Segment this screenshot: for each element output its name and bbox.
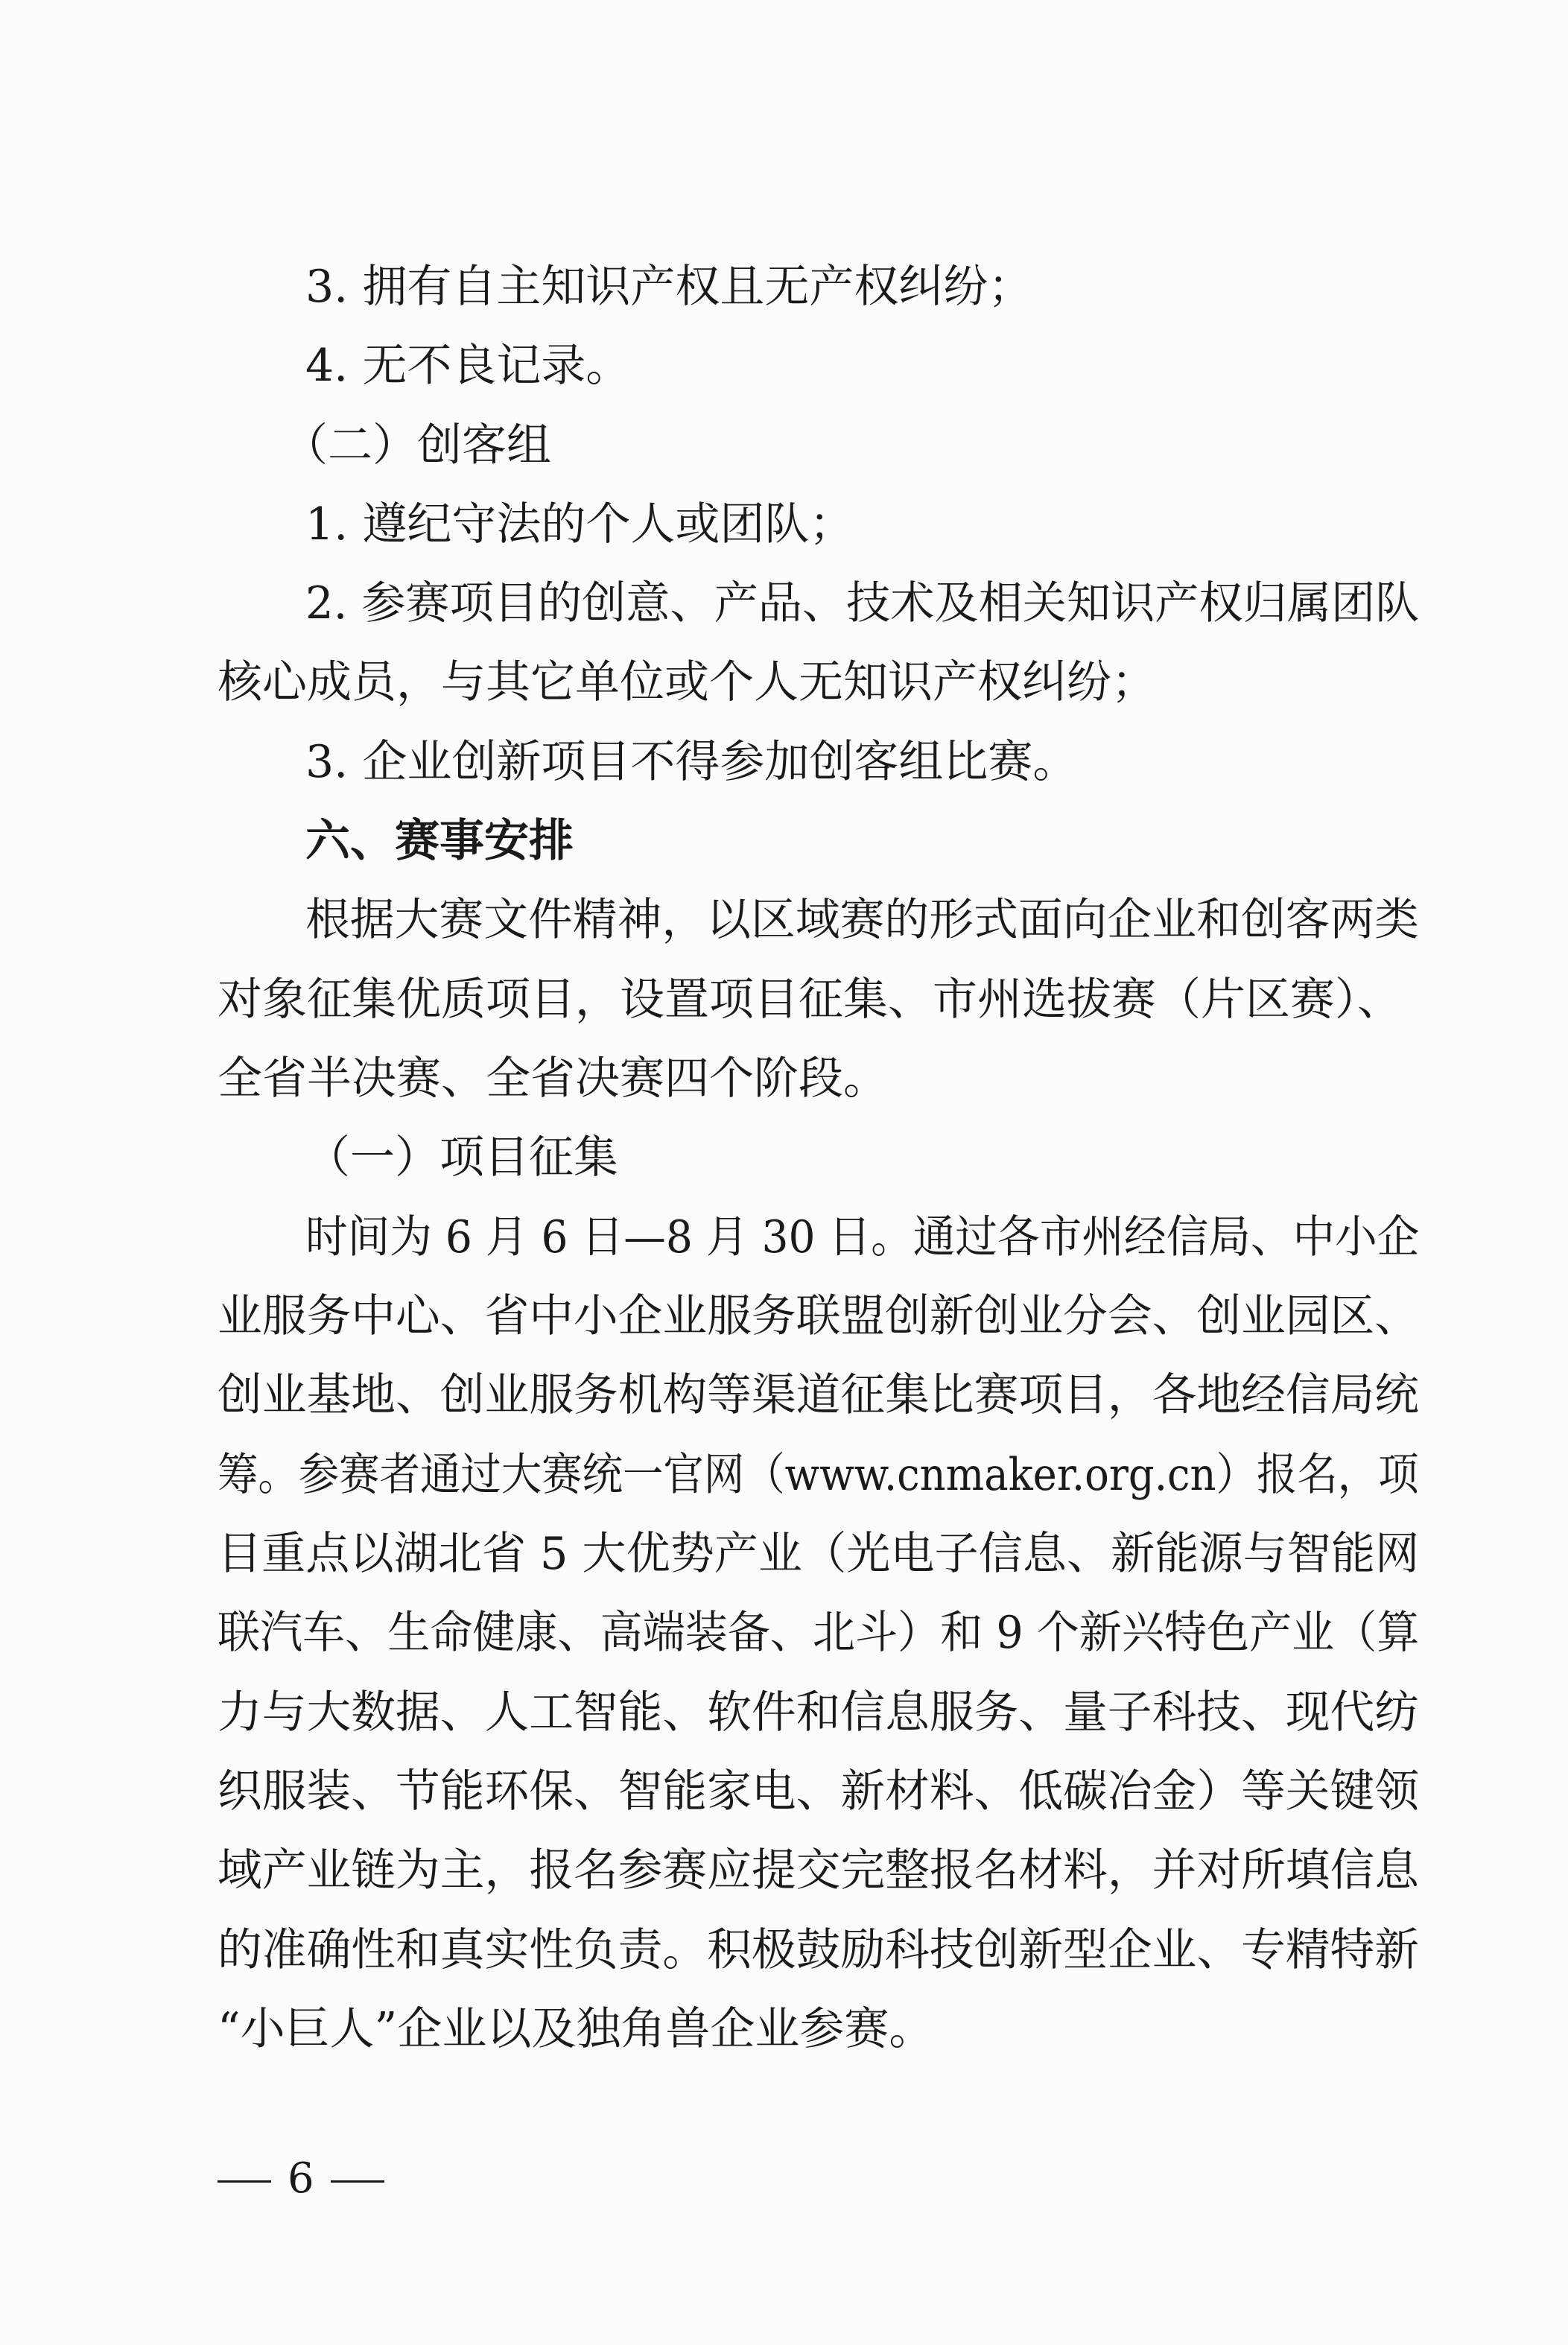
paragraph-line: 全省半决赛、全省决赛四个阶段。 (218, 1053, 888, 1105)
page-number-value: 6 (288, 2154, 314, 2203)
section-heading: （二）创客组 (283, 419, 551, 472)
page-number-dash-right (331, 2180, 384, 2183)
paragraph-line: 2. 参赛项目的创意、产品、技术及相关知识产权归属团队 (305, 577, 1420, 629)
paragraph-line: “小巨人”企业以及独角兽企业参赛。 (218, 2003, 934, 2055)
page-number-dash-left (218, 2180, 271, 2183)
paragraph-line: 根据大赛文件精神，以区域赛的形式面向企业和创客两类 (305, 894, 1420, 946)
section-heading: （一）项目征集 (305, 1132, 618, 1184)
paragraph-line: 联汽车、生命健康、高端装备、北斗）和 9 个新兴特色产业（算 (218, 1607, 1420, 1659)
paragraph-line: 时间为 6 月 6 日—8 月 30 日。通过各市州经信局、中小企 (305, 1211, 1420, 1263)
paragraph-line: 织服装、节能环保、智能家电、新材料、低碳冶金）等关键领 (218, 1765, 1420, 1818)
paragraph-line: 筹。参赛者通过大赛统一官网（www.cnmaker.org.cn）报名，项 (218, 1449, 1419, 1501)
paragraph-line: 目重点以湖北省 5 大优势产业（光电子信息、新能源与智能网 (218, 1528, 1420, 1580)
paragraph-line: 创业基地、创业服务机构等渠道征集比赛项目，各地经信局统 (218, 1369, 1420, 1421)
paragraph-line: 3. 企业创新项目不得参加创客组比赛。 (305, 736, 1078, 788)
paragraph-line: 4. 无不良记录。 (305, 340, 631, 392)
chapter-heading: 六、赛事安排 (305, 815, 574, 867)
paragraph-line: 域产业链为主，报名参赛应提交完整报名材料，并对所填信息 (218, 1844, 1420, 1897)
paragraph-line: 3. 拥有自主知识产权且无产权纠纷； (305, 261, 1033, 313)
paragraph-line: 业服务中心、省中小企业服务联盟创新创业分会、创业园区、 (218, 1290, 1420, 1342)
paragraph-line: 1. 遵纪守法的个人或团队； (305, 498, 854, 550)
paragraph-line: 力与大数据、人工智能、软件和信息服务、量子科技、现代纺 (218, 1686, 1420, 1739)
paragraph-line: 的准确性和真实性负责。积极鼓励科技创新型企业、专精特新 (218, 1924, 1420, 1976)
paragraph-line: 核心成员，与其它单位或个人无知识产权纠纷； (218, 656, 1156, 708)
page-number (218, 2149, 384, 2209)
paragraph-line: 对象征集优质项目，设置项目征集、市州选拔赛（片区赛）、 (218, 974, 1402, 1026)
